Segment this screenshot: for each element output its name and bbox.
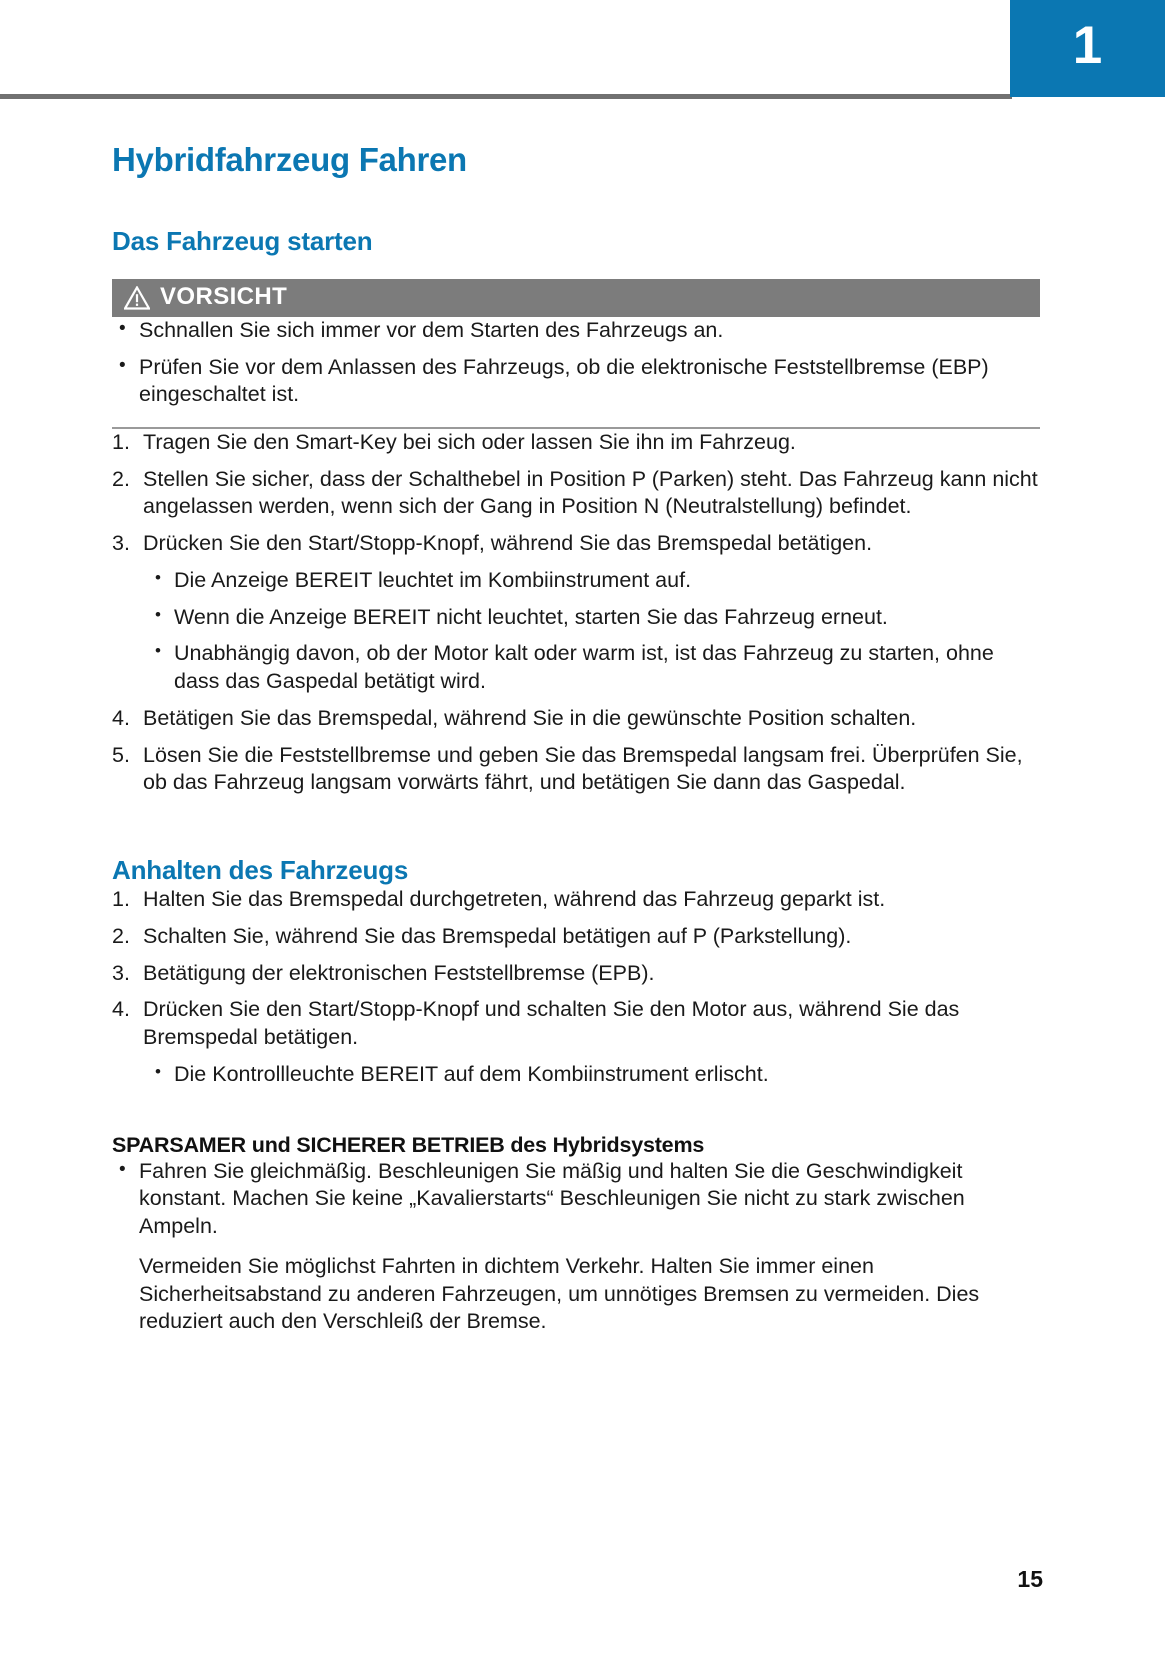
list-item <box>112 960 1042 988</box>
list-item: • Prüfen Sie vor dem Anlassen des Fahrzeugs, ob die elektronische Feststellbremse (EBP) eingeschaltet ist. <box>112 354 1042 409</box>
step-number: 3. <box>112 960 130 985</box>
caution-items <box>112 317 1042 409</box>
step-text: Stellen Sie sicher, dass der Schalthebel in Position P (Parken) steht. Das Fahrzeug kann nicht angelassen werden, wenn sich der Gang in Position N (Neutralstellung) befindet. <box>143 466 1038 519</box>
list-item: • Die Kontrollleuchte BEREIT auf dem Kombiinstrument erlischt. <box>143 1061 1042 1089</box>
list-item <box>112 996 1042 1088</box>
step-number: 1. <box>112 429 130 454</box>
caution-block <box>112 279 1042 429</box>
list-item: • Die Anzeige BEREIT leuchtet im Kombiinstrument auf. <box>143 567 1042 595</box>
stop-procedure-steps <box>112 886 1042 1088</box>
caution-label: VORSICHT <box>160 282 288 310</box>
warning-triangle-icon <box>124 286 150 310</box>
list-item: • Wenn die Anzeige BEREIT nicht leuchtet, starten Sie das Fahrzeug erneut. <box>143 604 1042 632</box>
page-title: Hybridfahrzeug Fahren <box>112 141 467 178</box>
page-content <box>112 140 1042 1336</box>
step-text: Halten Sie das Bremspedal durchgetreten, während das Fahrzeug geparkt ist. <box>143 887 886 912</box>
section-heading-stop: Anhalten des Fahrzeugs <box>112 855 409 886</box>
step-number: 3. <box>112 531 130 556</box>
step-number: 2. <box>112 466 130 491</box>
list-item: • Schnallen Sie sich immer vor dem Starten des Fahrzeugs an. <box>112 317 1042 345</box>
section-heading-start: Das Fahrzeug starten <box>112 225 373 256</box>
section-heading-economy: SPARSAMER und SICHERER BETRIEB des Hybridsystems <box>112 1132 705 1157</box>
list-item <box>112 429 1042 457</box>
step-number: 4. <box>112 997 130 1022</box>
step-text: Drücken Sie den Start/Stopp-Knopf, während Sie das Bremspedal betätigen. <box>143 531 873 556</box>
step-text: Drücken Sie den Start/Stopp-Knopf und schalten Sie den Motor aus, während Sie das Bremspedal betätigen. <box>143 997 960 1050</box>
list-item <box>112 466 1042 521</box>
start-procedure-steps <box>112 429 1042 797</box>
list-item <box>112 705 1042 733</box>
step-number: 4. <box>112 705 130 730</box>
economy-paragraph: Vermeiden Sie möglichst Fahrten in dichtem Verkehr. Halten Sie immer einen Sicherheitsabstand zu anderen Fahrzeugen, um unnötiges Bremsen zu vermeiden. Dies reduziert auch den Verschleiß der Bremse. <box>139 1253 980 1334</box>
page-number: 15 <box>1017 1566 1043 1592</box>
list-item <box>112 886 1042 914</box>
list-item <box>112 742 1042 797</box>
chapter-number: 1 <box>1072 16 1103 75</box>
step-sub-bullets <box>143 1061 1042 1089</box>
chapter-number-tab <box>1010 0 1165 97</box>
step-number: 1. <box>112 887 130 912</box>
step-text: Betätigen Sie das Bremspedal, während Sie in die gewünschte Position schalten. <box>143 705 917 730</box>
caution-header-bar <box>112 279 1040 317</box>
list-item: • Unabhängig davon, ob der Motor kalt oder warm ist, ist das Fahrzeug zu starten, ohne dass das Gaspedal betätigt wird. <box>143 640 1042 695</box>
list-item <box>112 530 1042 696</box>
step-text: Lösen Sie die Feststellbremse und geben Sie das Bremspedal langsam frei. Überprüfen Sie, ob das Fahrzeug langsam vorwärts fährt, und betätigen Sie dann das Gaspedal. <box>143 742 1023 795</box>
step-sub-bullets <box>143 567 1042 696</box>
list-item: • Fahren Sie gleichmäßig. Beschleunigen Sie mäßig und halten Sie die Geschwindigkeit konstant. Machen Sie keine „Kavalierstarts“ Beschleunigen Sie nicht zu stark zwischen Ampeln. <box>112 1158 1042 1241</box>
step-text: Tragen Sie den Smart-Key bei sich oder lassen Sie ihn im Fahrzeug. <box>143 429 796 454</box>
step-number: 5. <box>112 742 130 767</box>
step-text: Betätigung der elektronischen Feststellbremse (EPB). <box>143 960 655 985</box>
step-text: Schalten Sie, während Sie das Bremspedal betätigen auf P (Parkstellung). <box>143 923 852 948</box>
economy-bullets <box>112 1158 1042 1241</box>
header-divider-rule <box>0 94 1012 99</box>
step-number: 2. <box>112 923 130 948</box>
list-item <box>112 923 1042 951</box>
